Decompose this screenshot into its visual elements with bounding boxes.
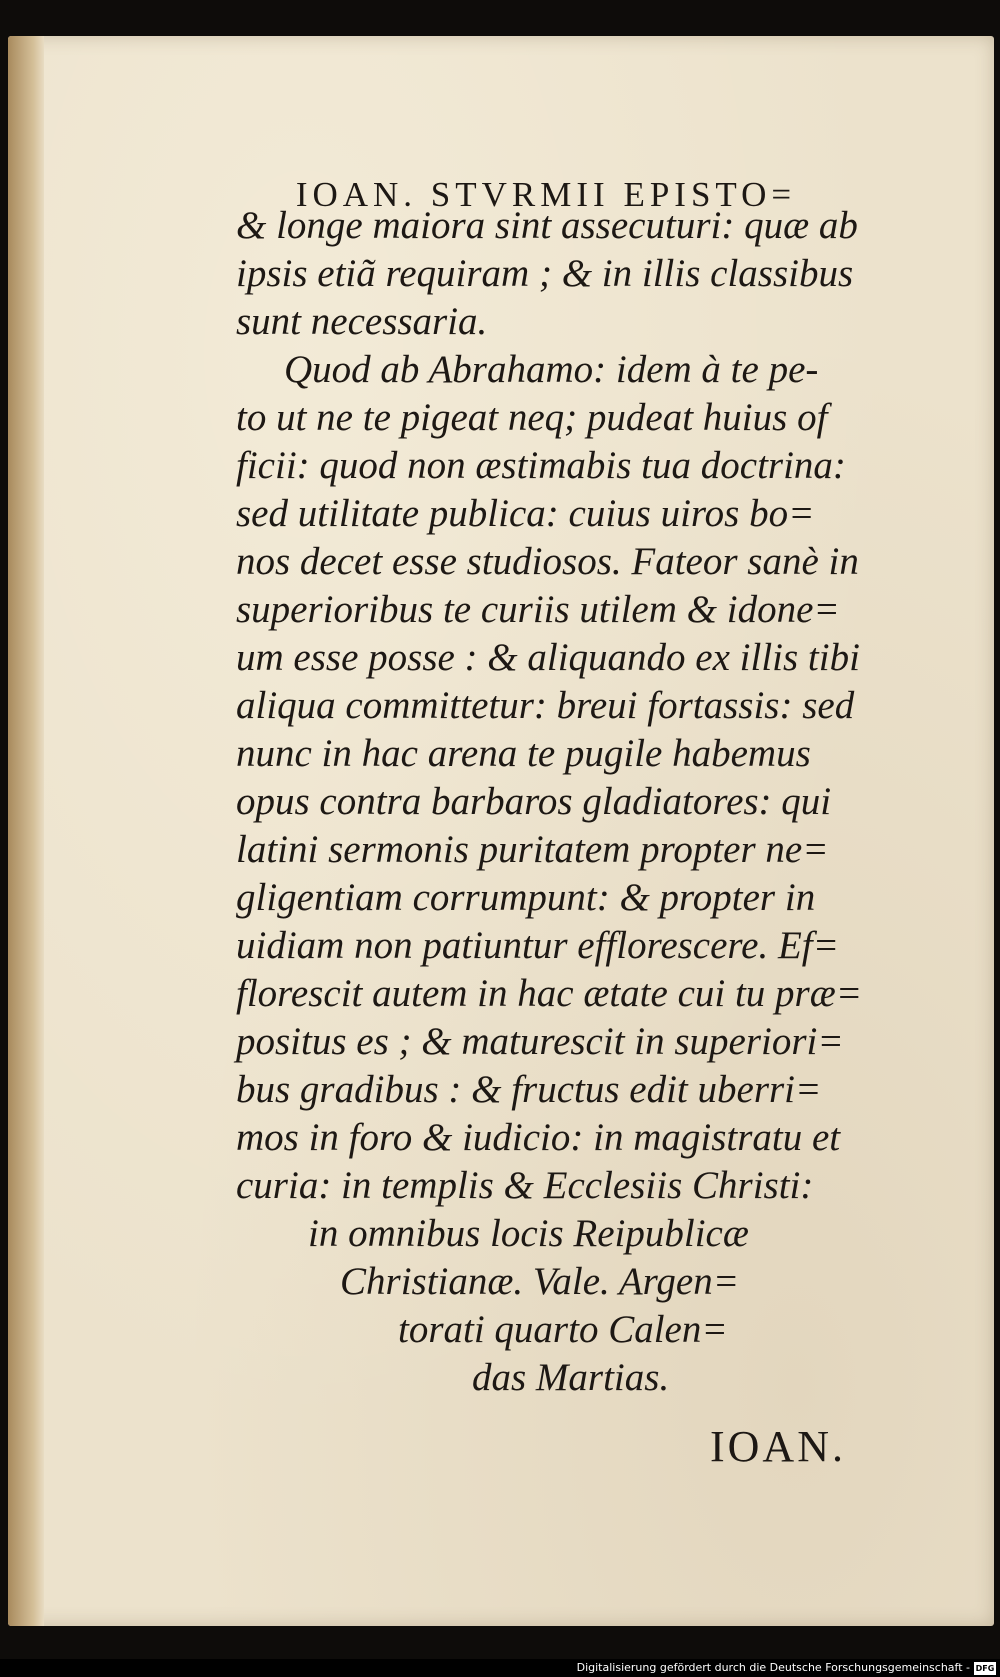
footer-bar (0, 1659, 1000, 1677)
text-line: nos decet esse studiosos. Fateor sanè in (236, 540, 859, 583)
running-head: IOAN. STVRMII EPISTO= (295, 175, 797, 214)
text-line: ficii: quod non æstimabis tua doctrina: (236, 444, 846, 487)
signature: IOAN. (710, 1422, 846, 1471)
text-line: sed utilitate publica: cuius uiros bo= (236, 492, 815, 535)
text-line: nunc in hac arena te pugile habemus (236, 732, 811, 775)
page-gutter (8, 36, 44, 1626)
text-line: gligentiam corrumpunt: & propter in (236, 876, 816, 919)
text-line: curia: in templis & Ecclesiis Christi: (236, 1164, 814, 1207)
text-line: Quod ab Abrahamo: idem à te pe- (284, 348, 819, 391)
footer-credit: Digitalisierung gefördert durch die Deutsche Forschungsgemeinschaft - (576, 1661, 970, 1674)
text-line: uidiam non patiuntur efflorescere. Ef= (236, 924, 839, 967)
text-line: ipsis etiã requiram ; & in illis classibus (236, 252, 854, 295)
text-line: aliqua committetur: breui fortassis: sed (236, 684, 855, 727)
text-line: torati quarto Calen= (398, 1308, 728, 1351)
text-line: to ut ne te pigeat neq; pudeat huius of (236, 396, 828, 439)
text-line: in omnibus locis Reipublicæ (308, 1212, 749, 1255)
text-line: opus contra barbaros gladiatores: qui (236, 780, 832, 823)
text-line: latini sermonis puritatem propter ne= (236, 828, 829, 871)
text-line: Christianæ. Vale. Argen= (340, 1260, 740, 1303)
text-line: mos in foro & iudicio: in magistratu et (236, 1116, 841, 1159)
text-line: um esse posse : & aliquando ex illis tibi (236, 636, 860, 679)
text-line: sunt necessaria. (236, 300, 488, 343)
text-line: superioribus te curiis utilem & idone= (236, 588, 840, 631)
text-line: positus es ; & maturescit in superiori= (236, 1020, 844, 1063)
text-line: florescit autem in hac ætate cui tu præ= (236, 972, 863, 1015)
text-line: bus gradibus : & fructus edit uberri= (236, 1068, 822, 1111)
dfg-logo: DFG (975, 1664, 995, 1673)
text-line: & longe maiora sint assecuturi: quæ ab (236, 204, 858, 247)
text-line: das Martias. (472, 1356, 670, 1399)
